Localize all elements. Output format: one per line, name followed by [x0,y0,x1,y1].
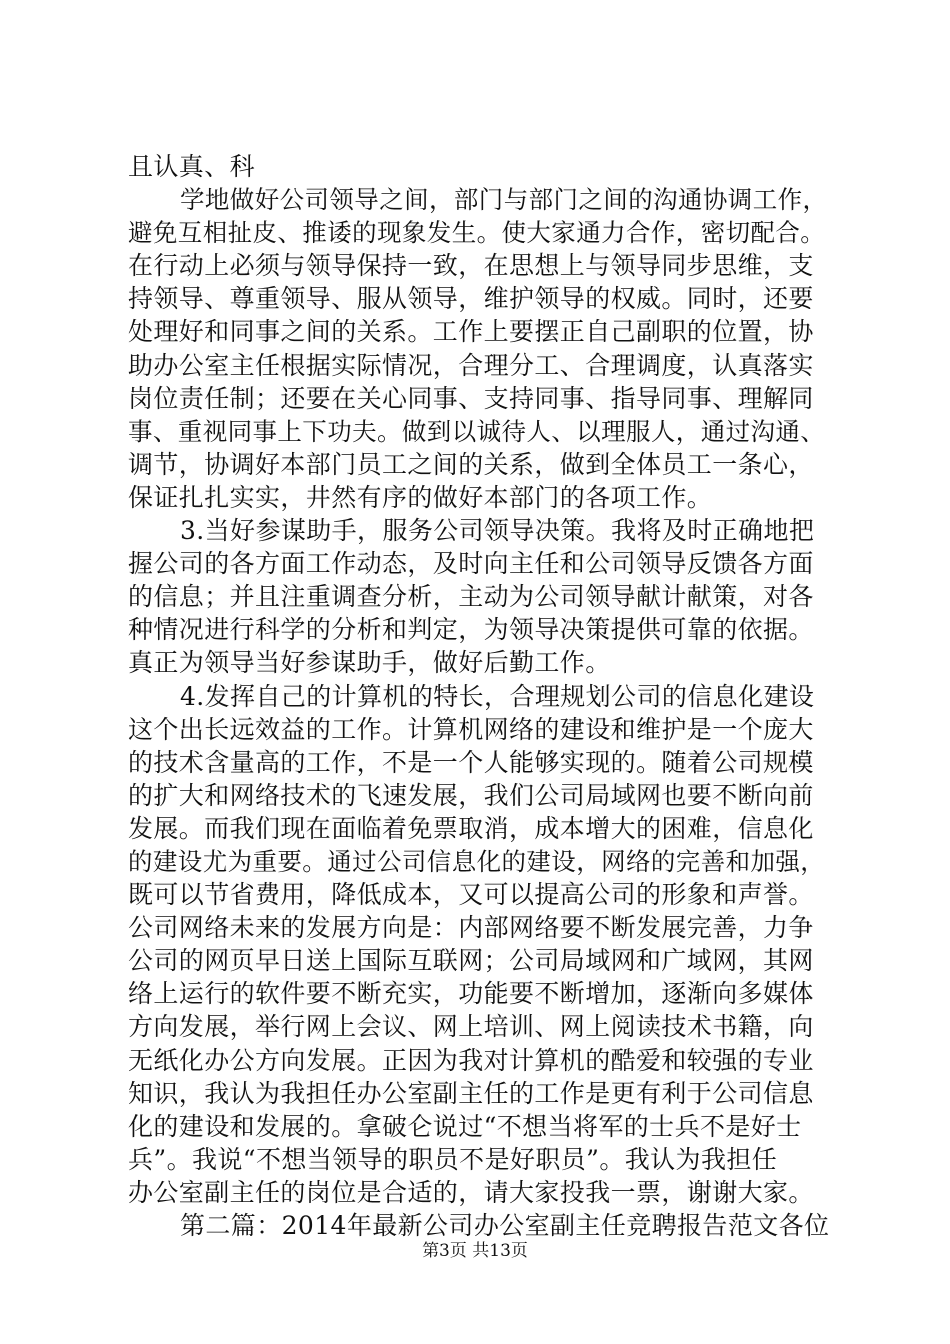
document-body [128,150,828,1242]
text-line: 公司的网页早日送上国际互联网；公司局域网和广域网，其网 [128,946,814,976]
text-line: 兵”。我说“不想当领导的职员不是好职员”。我认为我担任 [128,1144,778,1174]
text-line: 4.发挥自己的计算机的特长，合理规划公司的信息化建设 [180,681,815,711]
page-number-footer: 第3页 共13页 [422,1241,528,1261]
text-line: 助办公室主任根据实际情况，合理分工、合理调度，认真落实 [128,350,814,380]
text-line: 化的建设和发展的。拿破仑说过“不想当将军的士兵不是好士 [128,1111,802,1141]
text-line: 保证扎扎实实，井然有序的做好本部门的各项工作。 [128,482,713,512]
text-line: 学地做好公司领导之间，部门与部门之间的沟通协调工作， [180,185,828,215]
text-line: 处理好和同事之间的关系。工作上要摆正自己副职的位置，协 [128,317,814,347]
text-line: 事、重视同事上下功夫。做到以诚待人、以理服人，通过沟通、 [128,416,826,446]
text-line: 第二篇：2014年最新公司办公室副主任竞聘报告范文各位 [180,1211,830,1240]
text-line: 的扩大和网络技术的飞速发展，我们公司局域网也要不断向前 [128,780,814,810]
text-line: 方向发展，举行网上会议、网上培训、网上阅读技术书籍，向 [128,1012,814,1042]
text-line: 持领导、尊重领导、服从领导，维护领导的权威。同时，还要 [128,284,814,314]
text-line: 真正为领导当好参谋助手，做好后勤工作。 [128,648,611,678]
text-line: 握公司的各方面工作动态，及时向主任和公司领导反馈各方面 [128,549,814,579]
text-line: 调节，协调好本部门员工之间的关系，做到全体员工一条心， [128,449,814,479]
text-line: 避免互相扯皮、推诿的现象发生。使大家通力合作，密切配合。 [128,218,826,248]
text-line: 无纸化办公方向发展。正因为我对计算机的酷爱和较强的专业 [128,1045,814,1075]
text-line: 的技术含量高的工作，不是一个人能够实现的。随着公司规模 [128,747,814,777]
text-line: 办公室副主任的岗位是合适的，请大家投我一票，谢谢大家。 [128,1177,814,1207]
text-line: 发展。而我们现在面临着免票取消，成本增大的困难，信息化 [128,813,814,843]
text-line: 且认真、科 [128,152,256,181]
text-line: 知识，我认为我担任办公室副主任的工作是更有利于公司信息 [128,1078,814,1108]
text-line: 公司网络未来的发展方向是：内部网络要不断发展完善，力争 [128,913,814,943]
text-line: 岗位责任制；还要在关心同事、支持同事、指导同事、理解同 [128,383,814,413]
text-line: 既可以节省费用，降低成本，又可以提高公司的形象和声誉。 [128,880,814,910]
text-line: 这个出长远效益的工作。计算机网络的建设和维护是一个庞大 [128,714,814,744]
text-line: 在行动上必须与领导保持一致，在思想上与领导同步思维，支 [128,251,814,281]
text-line: 络上运行的软件要不断充实，功能要不断增加，逐渐向多媒体 [128,979,814,1009]
text-line: 3.当好参谋助手，服务公司领导决策。我将及时正确地把 [180,516,815,546]
text-line: 种情况进行科学的分析和判定，为领导决策提供可靠的依据。 [128,615,814,645]
text-line: 的建设尤为重要。通过公司信息化的建设，网络的完善和加强， [128,846,826,876]
text-line: 的信息；并且注重调查分析，主动为公司领导献计献策，对各 [128,582,814,612]
